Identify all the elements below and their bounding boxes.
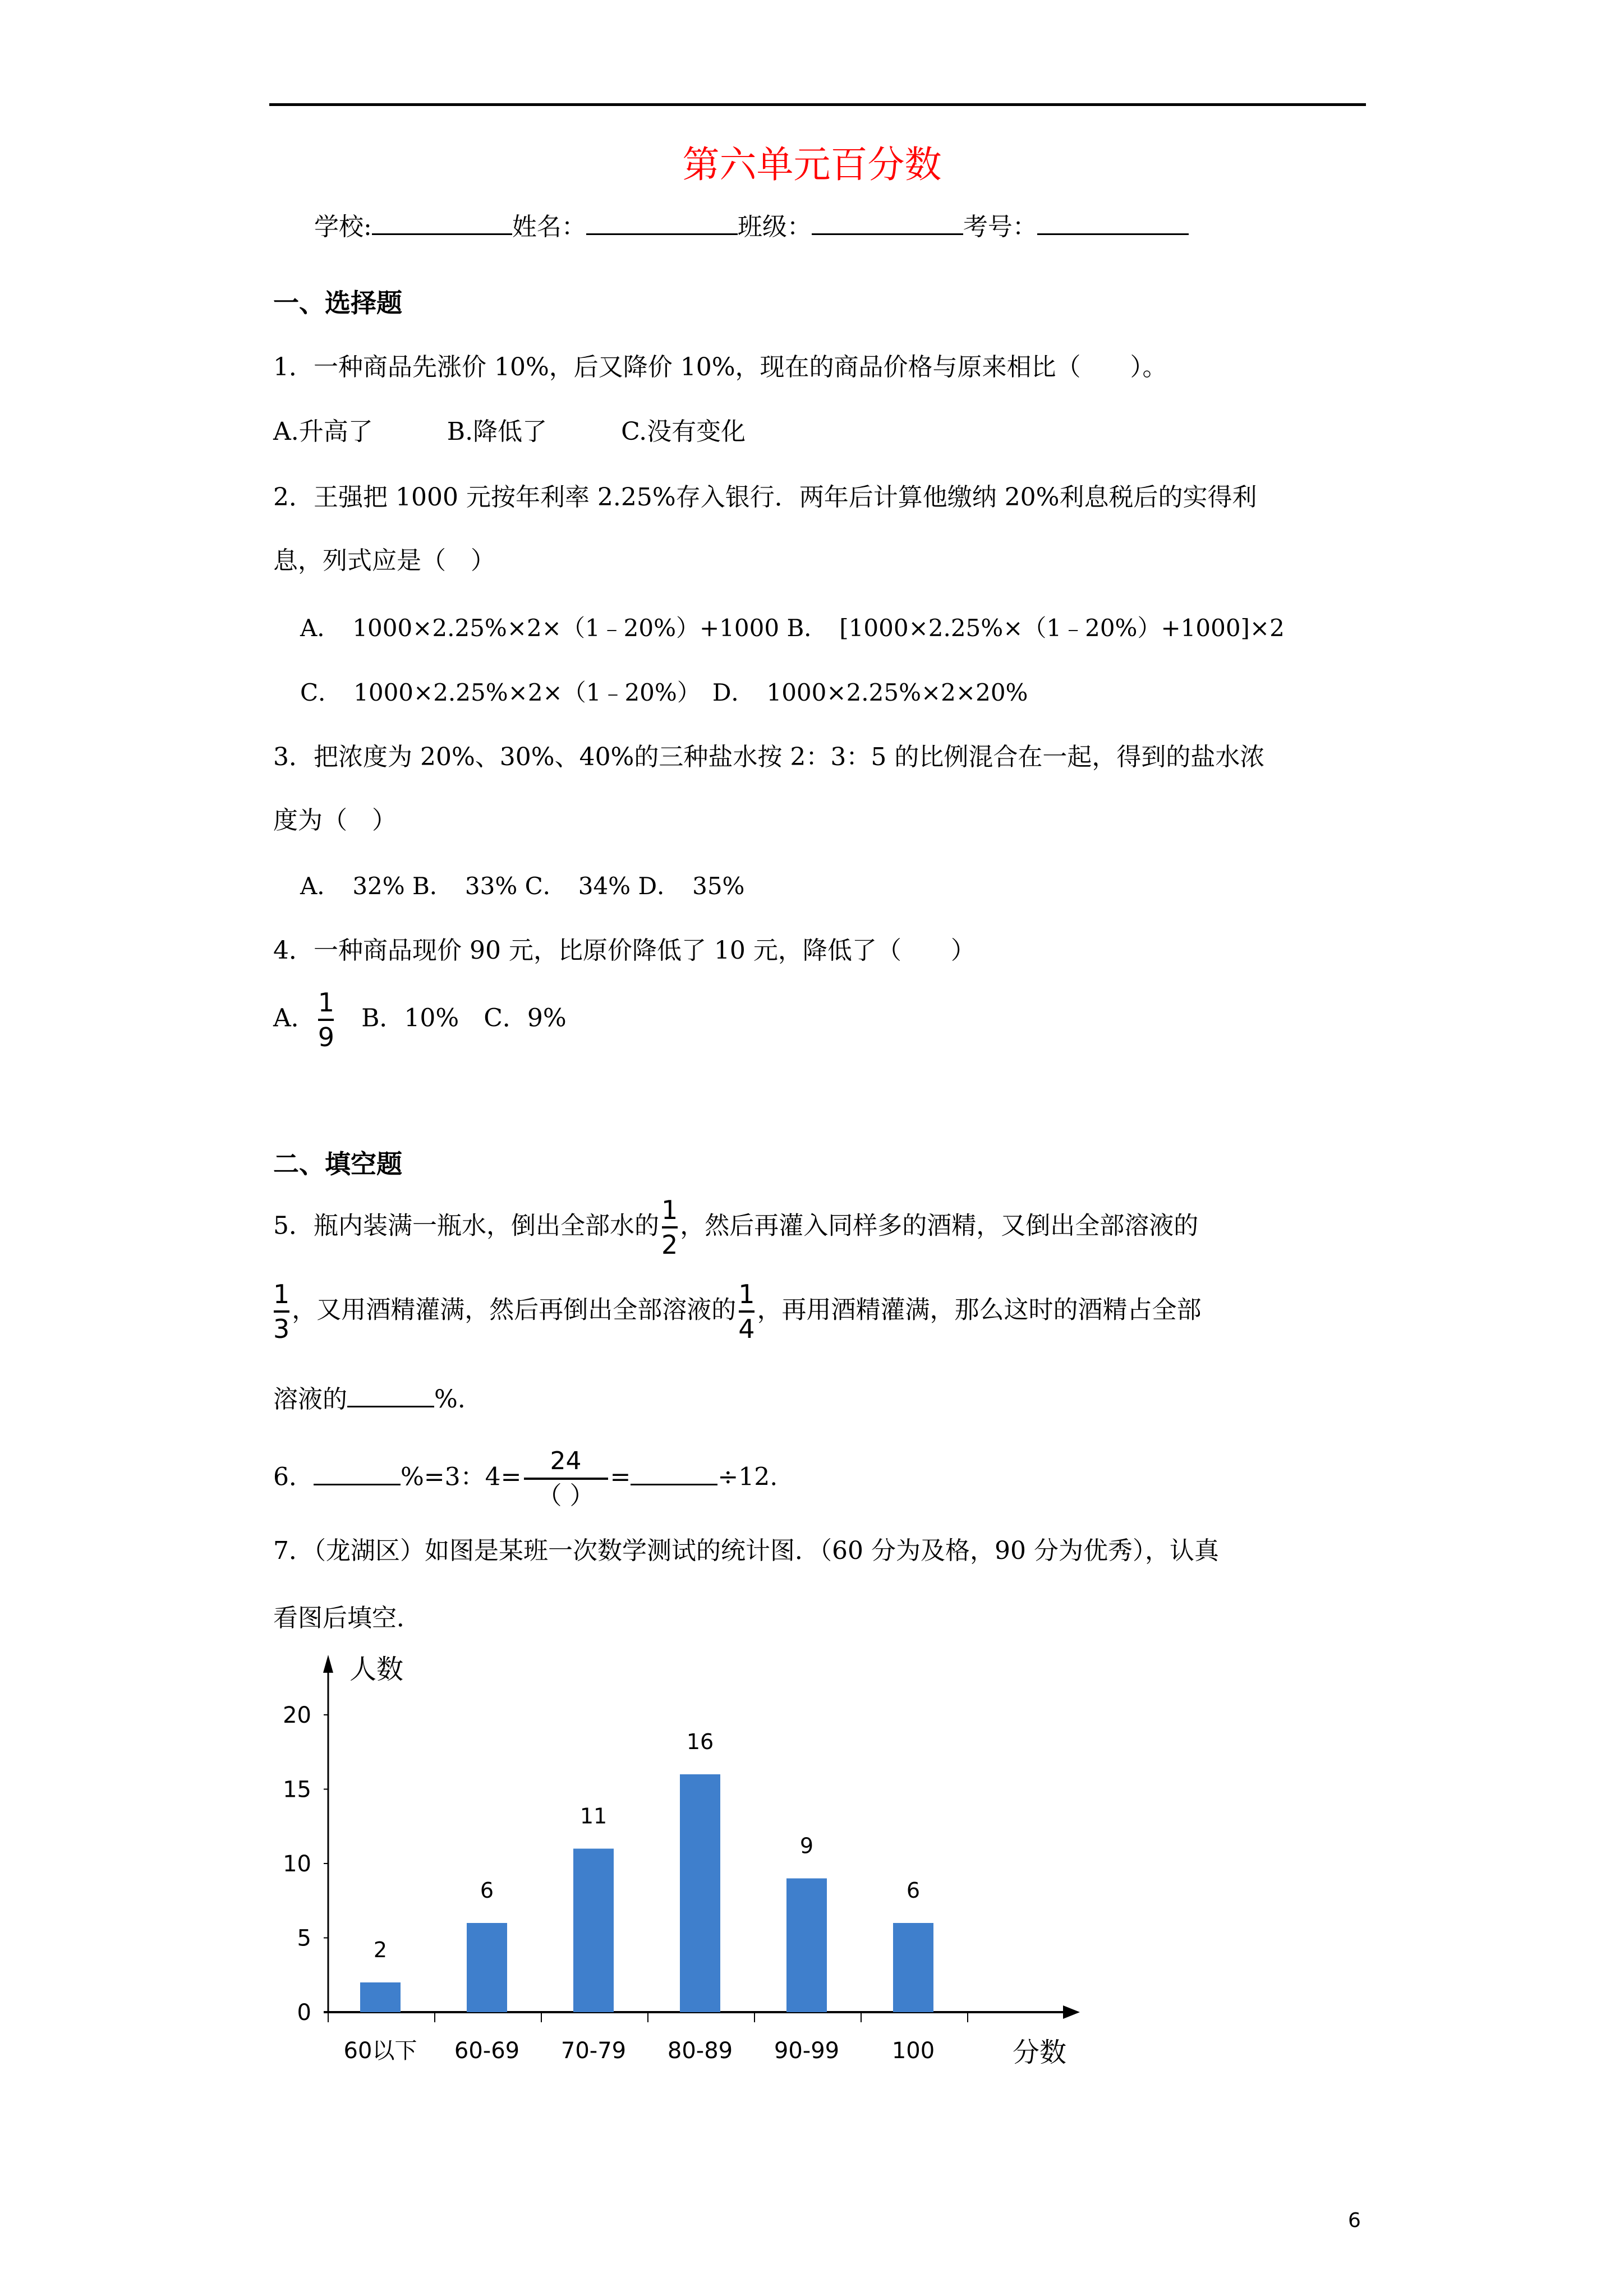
q5-answer-blank[interactable] (347, 1383, 434, 1407)
fraction-denominator[interactable]: （ ） (537, 1481, 595, 1510)
fraction-numerator: 24 (550, 1447, 582, 1475)
section-heading-choice: 一、选择题 (273, 288, 402, 318)
q2-options-line2: C． 1000×2.25%×2×（1﹣20%） D． 1000×2.25%×2×20% (300, 679, 1028, 706)
bar (467, 1923, 507, 2012)
fraction-numerator: 1 (318, 987, 335, 1018)
q4-option-a-label: A． (273, 1004, 316, 1033)
q2-options-line1: A． 1000×2.25%×2×（1﹣20%）+1000 B． [1000×2.25%×（1﹣20%）+1000]×2 (300, 614, 1285, 642)
bar (893, 1923, 933, 2012)
x-axis-title: 分数 (1013, 2037, 1067, 2068)
fraction-bar (739, 1310, 755, 1313)
fraction-numerator: 1 (273, 1279, 290, 1309)
chart-bars (360, 1774, 933, 2012)
x-tick-label: 80-89 (667, 2038, 733, 2064)
fraction-bar (662, 1226, 678, 1228)
q4-stem: 4．一种商品现价 90 元，比原价降低了 10 元，降低了（ ） (273, 936, 976, 965)
fraction-bar (274, 1310, 289, 1313)
exam-no-label: 考号： (963, 213, 1037, 241)
q5-line2 (273, 1279, 1202, 1344)
y-tick-label: 0 (297, 2000, 311, 2026)
class-label: 班级： (737, 213, 812, 241)
y-axis-arrow-icon (323, 1655, 333, 1673)
bar (680, 1774, 720, 2012)
x-tick-label: 90-99 (774, 2038, 840, 2064)
fraction-denominator: 9 (318, 1022, 335, 1052)
y-axis-title: 人数 (349, 1654, 404, 1685)
fraction-24-over-blank (524, 1446, 608, 1511)
y-tick-label: 5 (297, 1925, 311, 1952)
fraction-bar (524, 1478, 608, 1480)
q6-blank-1[interactable] (314, 1461, 401, 1485)
bar (360, 1982, 401, 2012)
class-field[interactable] (812, 211, 963, 235)
page-number: 6 (1348, 2209, 1361, 2232)
q5-text-5: 溶液的 (273, 1385, 347, 1414)
q5-text-3: ，又用酒精灌满，然后再倒出全部溶液的 (292, 1295, 737, 1324)
q5-text-2: ，然后再灌入同样多的酒精，又倒出全部溶液的 (680, 1211, 1199, 1240)
q6-text-3: ÷12. (717, 1462, 778, 1492)
school-field[interactable] (372, 211, 512, 235)
fraction-numerator: 1 (738, 1279, 755, 1309)
q5-text-1: 5．瓶内装满一瓶水，倒出全部水的 (273, 1211, 659, 1240)
q2-stem-line2: 息，列式应是（ ） (273, 546, 495, 575)
score-bar-chart (258, 1644, 1067, 2148)
page-title: 第六单元百分数 (682, 143, 942, 186)
q6-text-1: %=3：4= (401, 1462, 522, 1492)
info-line (314, 210, 1189, 244)
x-tick-label: 60-69 (454, 2038, 520, 2064)
section-heading-fill: 二、填空题 (273, 1149, 402, 1179)
data-label: 2 (373, 1938, 388, 1962)
q6-text-2: = (610, 1462, 631, 1492)
exam-no-field[interactable] (1037, 211, 1189, 235)
header-rule (269, 103, 1366, 106)
q3-stem-line1: 3．把浓度为 20%、30%、40%的三种盐水按 2：3：5 的比例混合在一起，得到的盐水浓 (273, 743, 1265, 771)
q7-line1: 7．（龙湖区）如图是某班一次数学测试的统计图．（60 分为及格，90 分为优秀），认真 (273, 1536, 1219, 1565)
x-tick-label: 70-79 (560, 2038, 627, 2064)
q1-options: A.升高了 B.降低了 C.没有变化 (273, 417, 746, 446)
fraction-bar (318, 1019, 334, 1021)
q5-line1 (273, 1195, 1198, 1260)
data-label: 9 (799, 1833, 814, 1858)
name-field[interactable] (586, 211, 738, 235)
x-tick-label: 60以下 (343, 2038, 417, 2064)
bar (573, 1849, 614, 2013)
q4-options (273, 987, 567, 1052)
fraction-denominator: 2 (661, 1230, 678, 1260)
y-tick-label: 20 (283, 1703, 311, 1728)
fraction-denominator: 3 (273, 1314, 290, 1344)
q3-stem-line2: 度为（ ） (273, 806, 397, 835)
q5-text-4: ，再用酒精灌满，那么这时的酒精占全部 (757, 1295, 1202, 1324)
q7-line2: 看图后填空． (273, 1604, 421, 1632)
q4-options-rest: B．10% C．9% (361, 1004, 567, 1033)
q6-line (273, 1446, 778, 1511)
data-label: 6 (906, 1878, 921, 1903)
fraction-numerator: 1 (661, 1195, 678, 1225)
q2-stem-line1: 2．王强把 1000 元按年利率 2.25%存入银行．两年后计算他缴纳 20%利息税后的实得利 (273, 483, 1257, 512)
data-label: 6 (480, 1878, 494, 1903)
data-label: 16 (686, 1729, 714, 1754)
y-tick-label: 10 (283, 1851, 311, 1877)
x-tick-label: 100 (891, 2038, 935, 2064)
fraction-one-half (661, 1195, 678, 1260)
fraction-one-quarter (738, 1279, 755, 1344)
fraction-one-ninth (318, 987, 334, 1052)
q1-stem: 1．一种商品先涨价 10%，后又降价 10%，现在的商品价格与原来相比（ ）。 (273, 353, 1167, 381)
fraction-one-third (273, 1279, 289, 1344)
q6-blank-2[interactable] (631, 1461, 717, 1485)
data-label: 11 (579, 1803, 608, 1829)
q5-text-6: %. (434, 1385, 466, 1414)
name-label: 姓名： (512, 213, 586, 241)
x-axis-arrow-icon (1063, 2005, 1080, 2019)
fraction-denominator: 4 (738, 1314, 755, 1344)
q6-label: 6． (273, 1462, 314, 1492)
q3-options: A． 32% B． 33% C． 34% D． 35% (300, 872, 745, 900)
school-label: 学校: (314, 213, 372, 241)
bar (786, 1879, 827, 2013)
q5-line3 (273, 1383, 466, 1416)
y-tick-label: 15 (283, 1777, 311, 1803)
